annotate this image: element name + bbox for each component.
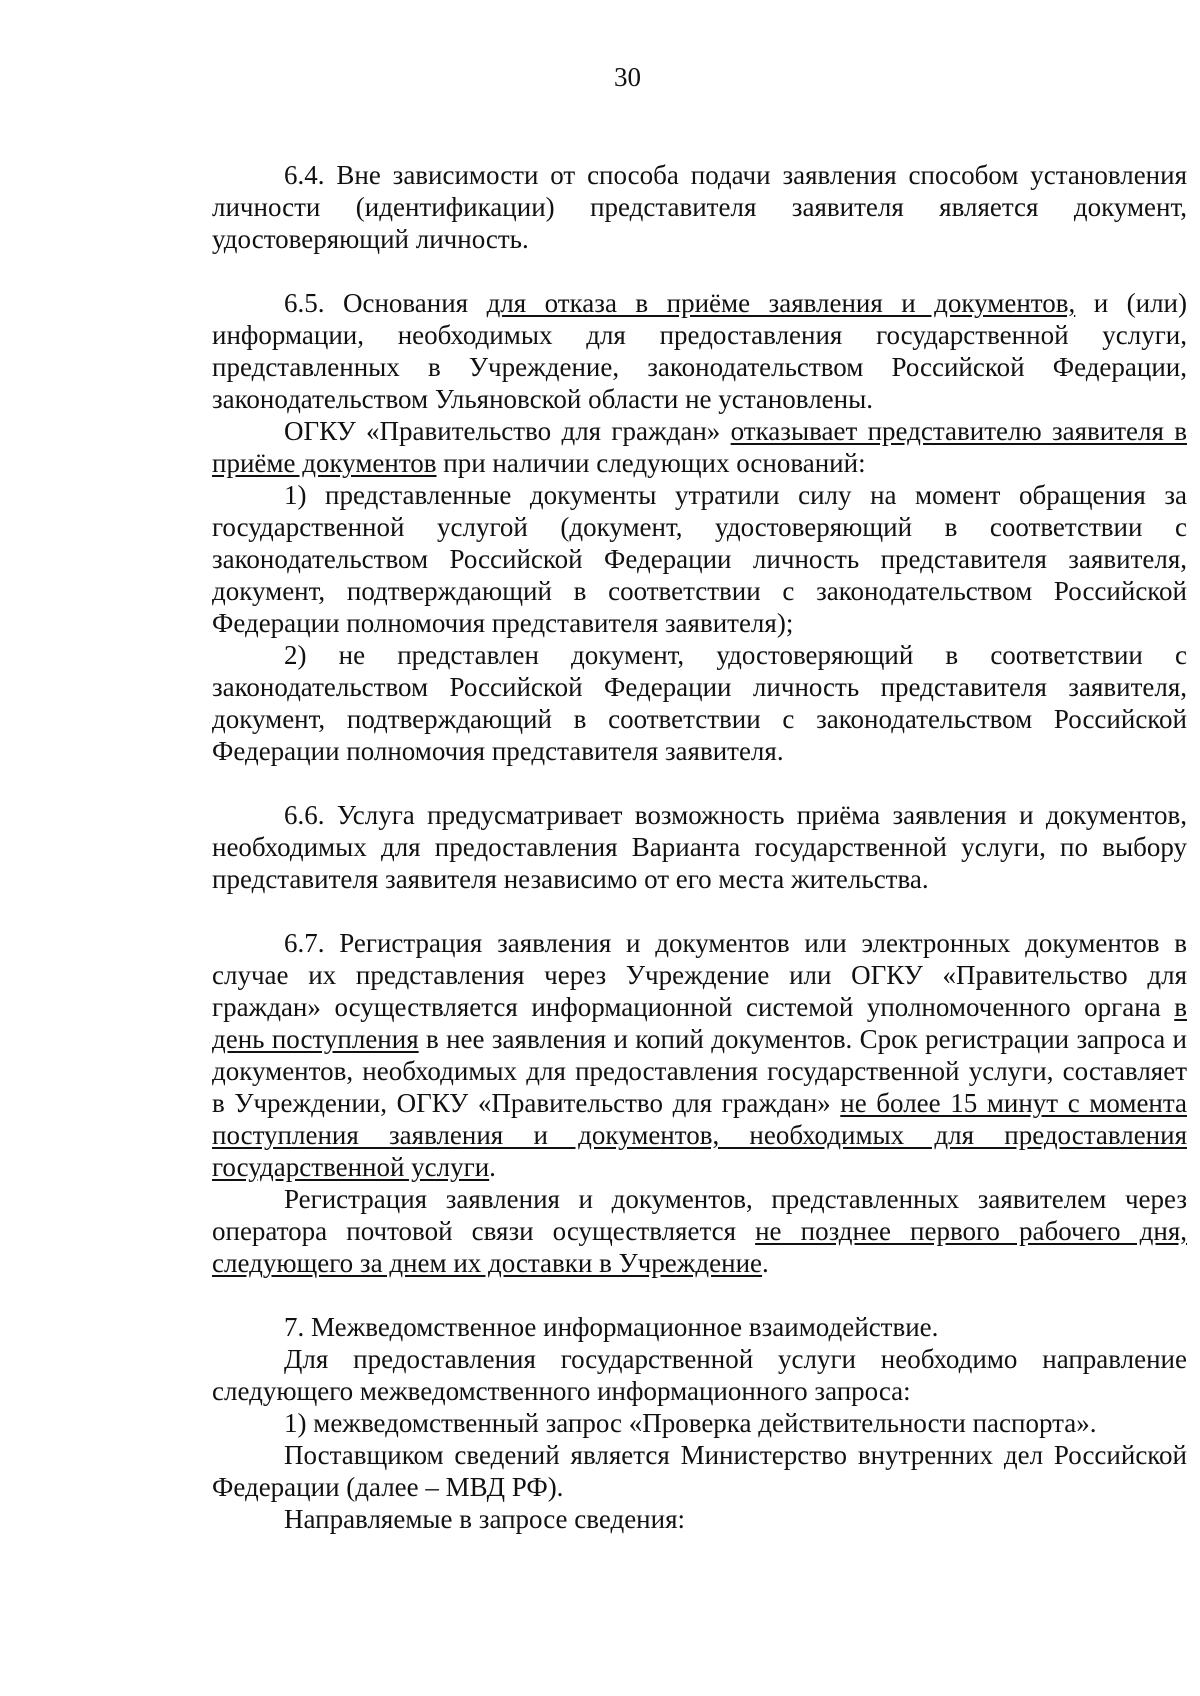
text-segment: Регистрация заявления и документов, представленных заявителем через оператора почтовой связи осуществляется [212, 1184, 1187, 1246]
text-segment: 6.7. Регистрация заявления и документов или электронных документов в случае их представления через Учреждение или ОГКУ «Правительство для граждан» осуществляется информационной системой уполномоченного органа [212, 928, 1187, 1022]
paragraph-7-provider [212, 1439, 1187, 1503]
paragraph-6-7 [212, 927, 1187, 1183]
list-item-text: 2) не представлен документ, удостоверяющий в соответствии с законодательством Российской Федерации личность представителя заявителя, документ, подтверждающий в соответствии с законодательством Российской Федерации полномочия представителя заявителя. [212, 640, 1187, 766]
paragraph-6-7-postal [212, 1183, 1187, 1279]
paragraph-6-5-refusal [212, 415, 1187, 479]
underlined-text: не позднее первого рабочего дня, следующего за днем их доставки в Учреждение [212, 1216, 1187, 1278]
paragraph-text: Поставщиком сведений является Министерство внутренних дел Российской Федерации (далее – МВД РФ). [212, 1440, 1187, 1502]
paragraph-text: Для предоставления государственной услуги необходимо направление следующего межведомственного информационного запроса: [212, 1344, 1187, 1406]
paragraph-text: 1) межведомственный запрос «Проверка действительности паспорта». [284, 1408, 1097, 1438]
text-segment: при наличии следующих оснований: [436, 448, 866, 478]
underlined-text: не более 15 минут с момента поступления заявления и документов, необходимых для предоставления государственной услуги [212, 1088, 1187, 1182]
list-item-2 [212, 639, 1187, 767]
paragraph-6-4 [212, 159, 1187, 255]
section-title-text: 7. Межведомственное информационное взаимодействие. [284, 1312, 939, 1342]
text-segment: в нее заявления и копий документов. Срок регистрации запроса и документов, необходимых для предоставления государственной услуги, составляет в Учреждении, ОГКУ «Правительство для граждан» [212, 1024, 1187, 1118]
text-segment: и (или) информации, необходимых для предоставления государственной услуги, представленных в Учреждение, законодательством Российской Федерации, законодательством Ульяновской области не установлены. [212, 288, 1187, 414]
underlined-text: для отказа в приёме заявления и документов, [486, 288, 1076, 318]
underlined-text: отказывает представителю заявителя в приёме документов [212, 416, 1187, 478]
paragraph-6-5 [212, 287, 1187, 415]
section-7-title [212, 1311, 1187, 1343]
document-body [212, 159, 1187, 1535]
text-segment: . [762, 1248, 769, 1278]
text-segment: 6.5. Основания [284, 288, 487, 318]
paragraph-6-4-text: 6.4. Вне зависимости от способа подачи заявления способом установления личности (идентификации) представителя заявителя является документ, удостоверяющий личность. [212, 160, 1187, 254]
list-item-1 [212, 479, 1187, 639]
paragraph-6-6 [212, 799, 1187, 895]
paragraph-6-6-text: 6.6. Услуга предусматривает возможность приёма заявления и документов, необходимых для предоставления Варианта государственной услуги, по выбору представителя заявителя независимо от его места жительства. [212, 800, 1187, 894]
underlined-text: в день поступления [212, 992, 1187, 1054]
paragraph-7-request [212, 1407, 1187, 1439]
list-item-text: 1) представленные документы утратили силу на момент обращения за государственной услугой (документ, удостоверяющий в соответствии с законодательством Российской Федерации личность представителя заявителя, документ, подтверждающий в соответствии с законодательством Российской Федерации полномочия представителя заявителя); [212, 480, 1187, 638]
text-segment: ОГКУ «Правительство для граждан» [284, 416, 731, 446]
paragraph-text: Направляемые в запросе сведения: [284, 1504, 685, 1534]
paragraph-7-data [212, 1503, 1187, 1535]
text-segment: . [489, 1152, 496, 1182]
paragraph-7-intro [212, 1343, 1187, 1407]
page-number: 30 [614, 62, 641, 92]
